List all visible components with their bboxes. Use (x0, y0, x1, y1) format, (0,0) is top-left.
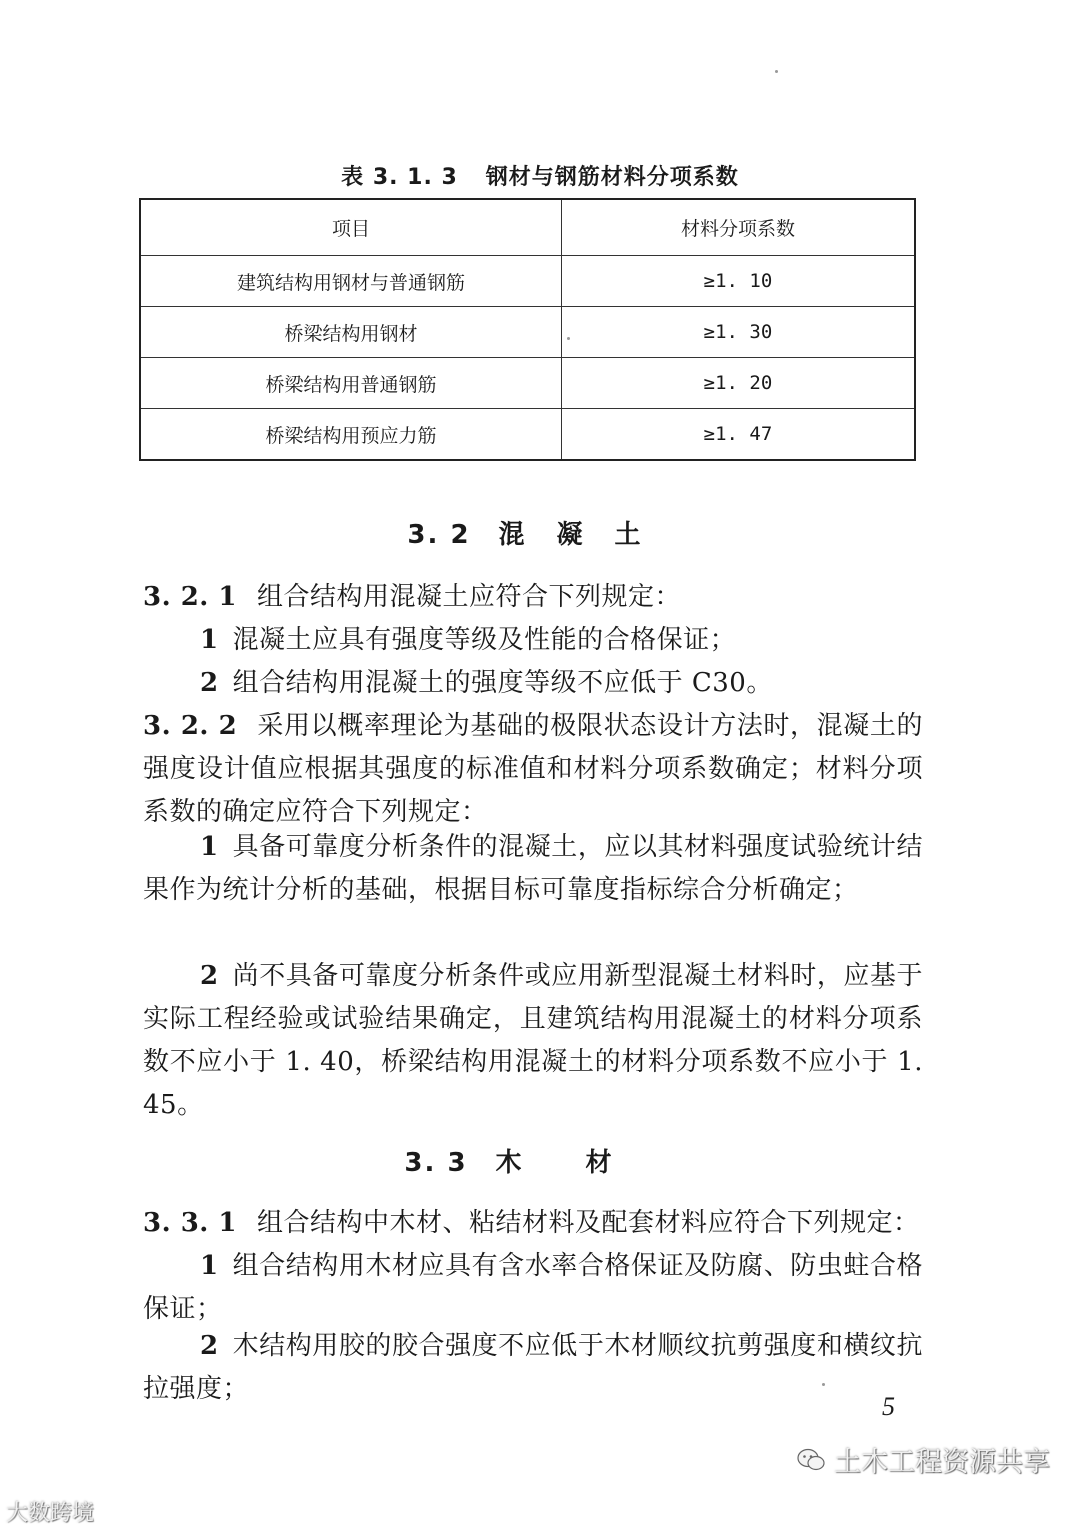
list-item (143, 1325, 923, 1411)
item-number: 2 (200, 1331, 219, 1361)
list-item (143, 619, 923, 662)
table-caption-number: 表 3. 1. 3 (341, 165, 458, 190)
table-row (140, 409, 915, 461)
clause-3-2-1 (143, 576, 923, 619)
clause-text: 采用以概率理论为基础的极限状态设计方法时，混凝土的强度设计值应根据其强度的标准值和材料分项系数确定；材料分项系数的确定应符合下列规定： (143, 711, 923, 827)
item-text: 组合结构用混凝土的强度等级不应低于 C30。 (232, 668, 773, 698)
section-number: 3. 2 (407, 520, 471, 550)
section-number: 3. 3 (404, 1148, 468, 1178)
scan-speck (567, 337, 570, 340)
watermark-left (6, 1496, 94, 1527)
item-number: 1 (200, 832, 219, 862)
clause-number: 3. 2. 1 (143, 582, 237, 612)
watermark-left-text: 大数跨境 (6, 1501, 95, 1526)
item-number: 2 (200, 961, 219, 991)
table-row (140, 307, 915, 358)
table-cell-item: 桥梁结构用普通钢筋 (140, 358, 562, 409)
watermark-right-text: 土木工程资源共享 (834, 1447, 1050, 1478)
list-item (143, 1245, 923, 1331)
table-cell-item: 桥梁结构用钢材 (140, 307, 562, 358)
page-number: 5 (882, 1392, 895, 1421)
table-cell-value: ≥1. 10 (562, 256, 916, 307)
item-text: 木结构用胶的胶合强度不应低于木材顺纹抗剪强度和横纹抗拉强度； (143, 1331, 923, 1404)
item-number: 2 (200, 668, 219, 698)
table-cell-value: ≥1. 47 (562, 409, 916, 461)
scan-speck (775, 70, 778, 73)
table-caption-title: 钢材与钢筋材料分项系数 (485, 165, 739, 190)
table-header-row (140, 199, 915, 256)
item-text: 具备可靠度分析条件的混凝土，应以其材料强度试验统计结果作为统计分析的基础，根据目标可靠度指标综合分析确定； (143, 832, 923, 905)
clause-number: 3. 2. 2 (143, 711, 238, 741)
table-cell-value: ≥1. 30 (562, 307, 916, 358)
scan-speck (822, 1383, 825, 1386)
section-title: 木材 (495, 1148, 676, 1178)
item-text: 混凝土应具有强度等级及性能的合格保证； (232, 625, 737, 655)
item-number: 1 (200, 625, 219, 655)
clause-3-3-1 (143, 1202, 923, 1245)
table-header-coefficient: 材料分项系数 (562, 199, 916, 256)
section-heading-3-2 (0, 514, 1080, 551)
table-header-item: 项目 (140, 199, 562, 256)
watermark-right (796, 1440, 1050, 1479)
table-cell-value: ≥1. 20 (562, 358, 916, 409)
wechat-icon (796, 1447, 826, 1473)
list-item (143, 662, 923, 705)
list-item (143, 826, 923, 912)
item-text: 尚不具备可靠度分析条件或应用新型混凝土材料时，应基于实际工程经验或试验结果确定，且建筑结构用混凝土的材料分项系数不应小于 1. 40，桥梁结构用混凝土的材料分项系数不应小于 1. 45。 (143, 961, 923, 1120)
list-item (143, 955, 923, 1127)
section-title: 混凝土 (498, 520, 673, 550)
clause-text: 组合结构用混凝土应符合下列规定： (256, 582, 681, 612)
clause-text: 组合结构中木材、粘结材料及配套材料应符合下列规定： (256, 1208, 920, 1238)
item-number: 1 (200, 1251, 219, 1281)
table-row (140, 358, 915, 409)
table-cell-item: 建筑结构用钢材与普通钢筋 (140, 256, 562, 307)
table-caption (0, 160, 1080, 191)
section-heading-3-3 (0, 1142, 1080, 1179)
item-text: 组合结构用木材应具有含水率合格保证及防腐、防虫蛀合格保证； (143, 1251, 923, 1324)
clause-3-2-2 (143, 705, 923, 834)
material-coefficient-table (139, 198, 916, 461)
table-row (140, 256, 915, 307)
clause-number: 3. 3. 1 (143, 1208, 237, 1238)
table-cell-item: 桥梁结构用预应力筋 (140, 409, 562, 461)
